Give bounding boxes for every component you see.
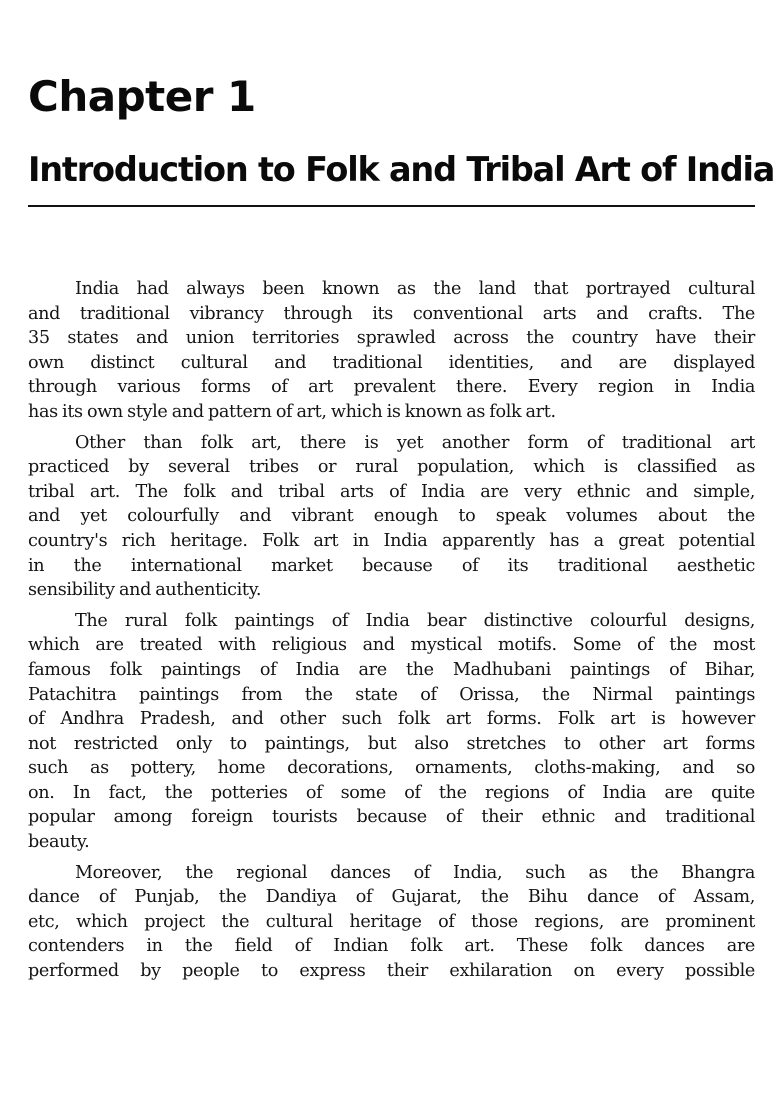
text-line: such as pottery, home decorations, ornaments, cloths-making, and so bbox=[28, 758, 755, 779]
text-line: The rural folk paintings of India bear distinctive colourful designs, bbox=[75, 610, 755, 631]
text-line: 35 states and union territories sprawled across the country have their bbox=[28, 328, 755, 349]
text-line: on. In fact, the potteries of some of the regions of India are quite bbox=[28, 782, 755, 803]
text-line: Other than folk art, there is yet another form of traditional art bbox=[75, 432, 755, 453]
text-line: famous folk paintings of India are the Madhubani paintings of Bihar, bbox=[28, 659, 755, 680]
text-line: sensibility and authenticity. bbox=[28, 580, 262, 601]
paragraph-3 bbox=[28, 609, 755, 855]
text-line: and yet colourfully and vibrant enough to speak volumes about the bbox=[28, 506, 755, 527]
text-line: practiced by several tribes or rural population, which is classified as bbox=[28, 457, 755, 478]
text-line: in the international market because of its traditional aesthetic bbox=[28, 555, 755, 576]
text-line: country's rich heritage. Folk art in India apparently has a great potential bbox=[28, 530, 755, 551]
text-line: not restricted only to paintings, but also stretches to other art forms bbox=[28, 733, 755, 754]
chapter-title: Introduction to Folk and Tribal Art of India bbox=[28, 150, 775, 189]
title-divider bbox=[28, 205, 755, 207]
text-line: has its own style and pattern of art, which is known as folk art. bbox=[28, 401, 556, 422]
chapter-label: Chapter 1 bbox=[28, 72, 256, 121]
text-line: contenders in the field of Indian folk art. These folk dances are bbox=[28, 936, 755, 957]
text-line: tribal art. The folk and tribal arts of India are very ethnic and simple, bbox=[28, 481, 755, 502]
text-line: performed by people to express their exhilaration on every possible bbox=[28, 961, 755, 982]
text-line: popular among foreign tourists because of their ethnic and traditional bbox=[28, 807, 755, 828]
text-line: India had always been known as the land that portrayed cultural bbox=[75, 279, 755, 299]
paragraph-2 bbox=[28, 431, 755, 603]
text-line: own distinct cultural and traditional identities, and are displayed bbox=[28, 352, 755, 373]
text-line: and traditional vibrancy through its conventional arts and crafts. The bbox=[28, 303, 755, 324]
body-text bbox=[28, 277, 755, 990]
text-line: beauty. bbox=[28, 832, 90, 853]
text-line: Moreover, the regional dances of India, such as the Bhangra bbox=[75, 862, 755, 883]
paragraph-1 bbox=[28, 277, 755, 425]
text-line: of Andhra Pradesh, and other such folk art forms. Folk art is however bbox=[28, 709, 755, 730]
paragraph-4 bbox=[28, 861, 755, 984]
text-line: through various forms of art prevalent there. Every region in India bbox=[28, 377, 755, 398]
text-line: Patachitra paintings from the state of Orissa, the Nirmal paintings bbox=[28, 684, 755, 705]
text-line: which are treated with religious and mystical motifs. Some of the most bbox=[28, 635, 755, 656]
text-line: dance of Punjab, the Dandiya of Gujarat, the Bihu dance of Assam, bbox=[28, 887, 755, 908]
text-line: etc, which project the cultural heritage of those regions, are prominent bbox=[28, 911, 755, 932]
